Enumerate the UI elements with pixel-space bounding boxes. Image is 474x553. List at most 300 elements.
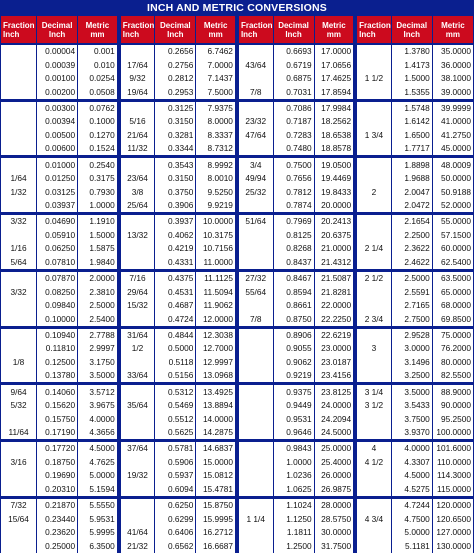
fraction-cell (237, 456, 273, 469)
fraction-cell (1, 85, 37, 100)
decimal-cell: 0.3906 (155, 199, 196, 214)
metric-cell: 5.9531 (78, 512, 119, 525)
fraction-cell: 51/64 (237, 214, 273, 229)
fraction-cell (1, 199, 37, 214)
metric-cell: 18.2562 (314, 115, 355, 128)
decimal-cell: 2.5591 (391, 285, 432, 298)
decimal-cell: 2.0472 (391, 199, 432, 214)
metric-cell: 14.2875 (196, 426, 237, 441)
fraction-cell: 9/32 (119, 72, 155, 85)
decimal-cell: 0.01250 (37, 172, 78, 185)
fraction-cell (237, 369, 273, 384)
fraction-cell (119, 356, 155, 369)
decimal-cell: 0.8268 (273, 242, 314, 255)
decimal-cell: 0.5000 (155, 342, 196, 355)
fraction-cell (355, 526, 391, 539)
fraction-cell: 3/4 (237, 157, 273, 172)
fraction-cell (237, 299, 273, 312)
table-row (1, 312, 474, 327)
decimal-cell: 0.3150 (155, 115, 196, 128)
decimal-cell: 0.07870 (37, 270, 78, 285)
fraction-cell: 43/64 (237, 58, 273, 71)
table-row (1, 157, 474, 172)
metric-cell: 12.7000 (196, 342, 237, 355)
decimal-cell: 0.00039 (37, 58, 78, 71)
metric-cell: 35.0000 (432, 44, 473, 58)
fraction-cell: 41/64 (119, 526, 155, 539)
decimal-cell: 0.23620 (37, 526, 78, 539)
decimal-cell: 0.8661 (273, 299, 314, 312)
decimal-cell: 0.5118 (155, 356, 196, 369)
metric-cell: 13.4925 (196, 384, 237, 399)
table-row (1, 526, 474, 539)
decimal-cell: 0.5625 (155, 426, 196, 441)
fraction-cell: 31/64 (119, 327, 155, 342)
metric-cell: 63.5000 (432, 270, 473, 285)
decimal-cell: 1.1250 (273, 512, 314, 525)
fraction-cell (119, 312, 155, 327)
header-fraction-inch: Fraction Inch (355, 16, 391, 44)
decimal-cell: 0.7086 (273, 100, 314, 115)
table-row (1, 469, 474, 482)
fraction-cell (1, 469, 37, 482)
decimal-cell: 1.1024 (273, 497, 314, 512)
metric-cell: 76.2000 (432, 342, 473, 355)
fraction-cell (355, 327, 391, 342)
decimal-cell: 1.5355 (391, 85, 432, 100)
decimal-cell: 0.05910 (37, 229, 78, 242)
table-row (1, 115, 474, 128)
decimal-cell: 1.5000 (391, 72, 432, 85)
table-row (1, 426, 474, 441)
metric-cell: 26.0000 (314, 469, 355, 482)
metric-cell: 4.3656 (78, 426, 119, 441)
decimal-cell: 0.9219 (273, 369, 314, 384)
fraction-cell (119, 497, 155, 512)
fraction-cell: 17/64 (119, 58, 155, 71)
decimal-cell: 4.5275 (391, 483, 432, 498)
fraction-cell: 25/32 (237, 185, 273, 198)
metric-cell: 39.9999 (432, 100, 473, 115)
decimal-cell: 0.08250 (37, 285, 78, 298)
fraction-cell (1, 369, 37, 384)
fraction-cell (119, 426, 155, 441)
decimal-cell: 2.5000 (391, 270, 432, 285)
fraction-cell: 37/64 (119, 441, 155, 456)
decimal-cell: 0.10940 (37, 327, 78, 342)
metric-cell: 18.6538 (314, 129, 355, 142)
decimal-cell: 4.7500 (391, 512, 432, 525)
metric-cell: 15.9995 (196, 512, 237, 525)
metric-cell: 22.0000 (314, 299, 355, 312)
decimal-cell: 0.7969 (273, 214, 314, 229)
metric-cell: 115.0000 (432, 483, 473, 498)
metric-cell: 28.0000 (314, 497, 355, 512)
metric-cell: 6.3500 (78, 539, 119, 553)
metric-cell: 0.0254 (78, 72, 119, 85)
decimal-cell: 0.5469 (155, 399, 196, 412)
metric-cell: 0.010 (78, 58, 119, 71)
table-row (1, 242, 474, 255)
table-row (1, 129, 474, 142)
metric-cell: 1.5000 (78, 229, 119, 242)
fraction-cell (237, 539, 273, 553)
decimal-cell: 0.7656 (273, 172, 314, 185)
metric-cell: 3.9675 (78, 399, 119, 412)
metric-cell: 36.0000 (432, 58, 473, 71)
decimal-cell: 3.7500 (391, 412, 432, 425)
decimal-cell: 0.5906 (155, 456, 196, 469)
fraction-cell (119, 412, 155, 425)
decimal-cell: 1.4173 (391, 58, 432, 71)
fraction-cell (237, 342, 273, 355)
metric-cell: 24.5000 (314, 426, 355, 441)
decimal-cell: 0.00500 (37, 129, 78, 142)
metric-cell: 2.5000 (78, 299, 119, 312)
decimal-cell: 3.2500 (391, 369, 432, 384)
fraction-cell (237, 426, 273, 441)
fraction-cell (1, 412, 37, 425)
decimal-cell: 0.4844 (155, 327, 196, 342)
fraction-cell (237, 526, 273, 539)
decimal-cell: 0.7187 (273, 115, 314, 128)
fraction-cell (1, 44, 37, 58)
decimal-cell: 0.9843 (273, 441, 314, 456)
metric-cell: 30.0000 (314, 526, 355, 539)
decimal-cell: 0.4687 (155, 299, 196, 312)
table-row (1, 327, 474, 342)
decimal-cell: 0.6562 (155, 539, 196, 553)
metric-cell: 5.1594 (78, 483, 119, 498)
metric-cell: 10.7156 (196, 242, 237, 255)
metric-cell: 1.1910 (78, 214, 119, 229)
table-row (1, 199, 474, 214)
metric-cell: 57.1500 (432, 229, 473, 242)
decimal-cell: 0.2756 (155, 58, 196, 71)
fraction-cell (237, 412, 273, 425)
decimal-cell: 1.9688 (391, 172, 432, 185)
header-decimal-inch: Decimal Inch (273, 16, 314, 44)
header-row (1, 16, 474, 44)
fraction-cell (355, 285, 391, 298)
metric-cell: 127.0000 (432, 526, 473, 539)
fraction-cell (237, 469, 273, 482)
metric-cell: 23.0187 (314, 356, 355, 369)
header-decimal-inch: Decimal Inch (391, 16, 432, 44)
decimal-cell: 0.17190 (37, 426, 78, 441)
metric-cell: 95.2500 (432, 412, 473, 425)
metric-cell: 12.0000 (196, 312, 237, 327)
fraction-cell: 15/32 (119, 299, 155, 312)
decimal-cell: 0.6094 (155, 483, 196, 498)
decimal-cell: 0.3543 (155, 157, 196, 172)
decimal-cell: 0.14060 (37, 384, 78, 399)
decimal-cell: 5.1181 (391, 539, 432, 553)
metric-cell: 5.9995 (78, 526, 119, 539)
fraction-cell (355, 229, 391, 242)
fraction-cell: 7/8 (237, 312, 273, 327)
metric-cell: 8.0010 (196, 172, 237, 185)
decimal-cell: 4.5000 (391, 469, 432, 482)
fraction-cell (355, 299, 391, 312)
metric-cell: 69.8500 (432, 312, 473, 327)
decimal-cell: 0.11810 (37, 342, 78, 355)
fraction-cell (1, 115, 37, 128)
decimal-cell: 0.03125 (37, 185, 78, 198)
decimal-cell: 0.5937 (155, 469, 196, 482)
metric-cell: 48.0009 (432, 157, 473, 172)
metric-cell: 7.9375 (196, 100, 237, 115)
fraction-cell: 7/16 (119, 270, 155, 285)
fraction-cell: 3/8 (119, 185, 155, 198)
fraction-cell: 5/32 (1, 399, 37, 412)
decimal-cell: 1.7717 (391, 142, 432, 157)
decimal-cell: 0.2953 (155, 85, 196, 100)
metric-cell: 2.0000 (78, 270, 119, 285)
metric-cell: 120.6500 (432, 512, 473, 525)
decimal-cell: 0.7874 (273, 199, 314, 214)
decimal-cell: 0.03937 (37, 199, 78, 214)
metric-cell: 120.0000 (432, 497, 473, 512)
decimal-cell: 0.5312 (155, 384, 196, 399)
table-row (1, 356, 474, 369)
fraction-cell (237, 399, 273, 412)
metric-cell: 21.4312 (314, 256, 355, 271)
metric-cell: 1.5875 (78, 242, 119, 255)
metric-cell: 25.0000 (314, 441, 355, 456)
metric-cell: 4.5000 (78, 441, 119, 456)
decimal-cell: 0.4062 (155, 229, 196, 242)
fraction-cell (237, 229, 273, 242)
decimal-cell: 0.25000 (37, 539, 78, 553)
metric-cell: 6.7462 (196, 44, 237, 58)
metric-cell: 24.2094 (314, 412, 355, 425)
decimal-cell: 0.7031 (273, 85, 314, 100)
decimal-cell: 1.0625 (273, 483, 314, 498)
fraction-cell (355, 412, 391, 425)
table-row (1, 399, 474, 412)
fraction-cell: 2 (355, 185, 391, 198)
table-row (1, 142, 474, 157)
decimal-cell: 0.4331 (155, 256, 196, 271)
metric-cell: 28.5750 (314, 512, 355, 525)
metric-cell: 11.1125 (196, 270, 237, 285)
fraction-cell (1, 312, 37, 327)
metric-cell: 45.0000 (432, 142, 473, 157)
decimal-cell: 3.5433 (391, 399, 432, 412)
fraction-cell (1, 157, 37, 172)
fraction-cell: 19/64 (119, 85, 155, 100)
fraction-cell: 1/64 (1, 172, 37, 185)
metric-cell: 14.6837 (196, 441, 237, 456)
fraction-cell (1, 270, 37, 285)
metric-cell: 15.0000 (196, 456, 237, 469)
decimal-cell: 0.3750 (155, 185, 196, 198)
metric-cell: 0.1524 (78, 142, 119, 157)
fraction-cell: 1 1/4 (237, 512, 273, 525)
decimal-cell: 0.23440 (37, 512, 78, 525)
decimal-cell: 0.8467 (273, 270, 314, 285)
decimal-cell: 4.3307 (391, 456, 432, 469)
conversion-table (0, 16, 474, 553)
decimal-cell: 5.0000 (391, 526, 432, 539)
decimal-cell: 0.3281 (155, 129, 196, 142)
metric-cell: 130.0000 (432, 539, 473, 553)
metric-cell: 15.8750 (196, 497, 237, 512)
fraction-cell (355, 369, 391, 384)
fraction-cell: 4 (355, 441, 391, 456)
decimal-cell: 1.0236 (273, 469, 314, 482)
fraction-cell (119, 256, 155, 271)
metric-cell: 22.2250 (314, 312, 355, 327)
decimal-cell: 0.7500 (273, 157, 314, 172)
metric-cell: 75.0000 (432, 327, 473, 342)
decimal-cell: 0.12500 (37, 356, 78, 369)
decimal-cell: 0.7812 (273, 185, 314, 198)
decimal-cell: 0.00300 (37, 100, 78, 115)
table-row (1, 412, 474, 425)
header-metric-mm: Metric mm (432, 16, 473, 44)
decimal-cell: 0.8437 (273, 256, 314, 271)
metric-cell: 21.5087 (314, 270, 355, 285)
decimal-cell: 0.21870 (37, 497, 78, 512)
metric-cell: 16.2712 (196, 526, 237, 539)
decimal-cell: 0.3937 (155, 214, 196, 229)
metric-cell: 114.3000 (432, 469, 473, 482)
fraction-cell: 5/64 (1, 256, 37, 271)
table-row (1, 456, 474, 469)
metric-cell: 2.5400 (78, 312, 119, 327)
decimal-cell: 0.20310 (37, 483, 78, 498)
fraction-cell: 3/16 (1, 456, 37, 469)
fraction-cell: 21/32 (119, 539, 155, 553)
metric-cell: 18.8578 (314, 142, 355, 157)
fraction-cell (237, 199, 273, 214)
metric-cell: 13.8894 (196, 399, 237, 412)
fraction-cell (355, 44, 391, 58)
fraction-cell (1, 72, 37, 85)
table-row (1, 497, 474, 512)
table-row (1, 369, 474, 384)
decimal-cell: 3.0000 (391, 342, 432, 355)
decimal-cell: 0.4531 (155, 285, 196, 298)
decimal-cell: 0.09840 (37, 299, 78, 312)
fraction-cell: 27/32 (237, 270, 273, 285)
metric-cell: 31.7500 (314, 539, 355, 553)
fraction-cell: 21/64 (119, 129, 155, 142)
metric-cell: 4.0000 (78, 412, 119, 425)
fraction-cell (119, 456, 155, 469)
decimal-cell: 0.5512 (155, 412, 196, 425)
fraction-cell: 2 1/4 (355, 242, 391, 255)
decimal-cell: 2.7165 (391, 299, 432, 312)
header-metric-mm: Metric mm (314, 16, 355, 44)
decimal-cell: 3.1496 (391, 356, 432, 369)
fraction-cell (237, 100, 273, 115)
fraction-cell: 23/64 (119, 172, 155, 185)
fraction-cell (237, 72, 273, 85)
metric-cell: 80.0000 (432, 356, 473, 369)
metric-cell: 0.3175 (78, 172, 119, 185)
metric-cell: 24.0000 (314, 399, 355, 412)
metric-cell: 20.2413 (314, 214, 355, 229)
fraction-cell: 1/16 (1, 242, 37, 255)
fraction-cell: 9/64 (1, 384, 37, 399)
metric-cell: 41.2750 (432, 129, 473, 142)
fraction-cell (355, 58, 391, 71)
decimal-cell: 0.10000 (37, 312, 78, 327)
fraction-cell (119, 242, 155, 255)
decimal-cell: 0.6406 (155, 526, 196, 539)
decimal-cell: 0.2656 (155, 44, 196, 58)
fraction-cell (237, 44, 273, 58)
metric-cell: 21.0000 (314, 242, 355, 255)
fraction-cell: 2 1/2 (355, 270, 391, 285)
decimal-cell: 0.3150 (155, 172, 196, 185)
decimal-cell: 2.3622 (391, 242, 432, 255)
fraction-cell: 3/32 (1, 214, 37, 229)
fraction-cell: 29/64 (119, 285, 155, 298)
table-row (1, 342, 474, 355)
fraction-cell: 55/64 (237, 285, 273, 298)
fraction-cell (237, 142, 273, 157)
fraction-cell (1, 299, 37, 312)
fraction-cell (119, 384, 155, 399)
table-row (1, 539, 474, 553)
decimal-cell: 0.9531 (273, 412, 314, 425)
fraction-cell: 35/64 (119, 399, 155, 412)
fraction-cell (1, 342, 37, 355)
metric-cell: 50.0000 (432, 172, 473, 185)
decimal-cell: 0.5781 (155, 441, 196, 456)
fraction-cell (1, 539, 37, 553)
decimal-cell: 1.1811 (273, 526, 314, 539)
metric-cell: 2.7788 (78, 327, 119, 342)
decimal-cell: 0.00600 (37, 142, 78, 157)
decimal-cell: 2.4622 (391, 256, 432, 271)
header-metric-mm: Metric mm (78, 16, 119, 44)
metric-cell: 17.9984 (314, 100, 355, 115)
metric-cell: 82.5500 (432, 369, 473, 384)
metric-cell: 17.0656 (314, 58, 355, 71)
table-row (1, 44, 474, 58)
decimal-cell: 0.3125 (155, 100, 196, 115)
table-row (1, 100, 474, 115)
fraction-cell (355, 497, 391, 512)
metric-cell: 62.5400 (432, 256, 473, 271)
metric-cell: 0.2540 (78, 157, 119, 172)
fraction-cell (355, 426, 391, 441)
metric-cell: 8.9992 (196, 157, 237, 172)
metric-cell: 15.4781 (196, 483, 237, 498)
metric-cell: 7.0000 (196, 58, 237, 71)
metric-cell: 2.9997 (78, 342, 119, 355)
fraction-cell: 4 3/4 (355, 512, 391, 525)
decimal-cell: 1.3780 (391, 44, 432, 58)
decimal-cell: 0.19690 (37, 469, 78, 482)
fraction-cell: 25/64 (119, 199, 155, 214)
decimal-cell: 0.13780 (37, 369, 78, 384)
fraction-cell (1, 327, 37, 342)
fraction-cell: 23/32 (237, 115, 273, 128)
fraction-cell (355, 172, 391, 185)
fraction-cell: 1 3/4 (355, 129, 391, 142)
fraction-cell (1, 58, 37, 71)
metric-cell: 25.4000 (314, 456, 355, 469)
decimal-cell: 0.9646 (273, 426, 314, 441)
decimal-cell: 0.07810 (37, 256, 78, 271)
fraction-cell: 3/32 (1, 285, 37, 298)
